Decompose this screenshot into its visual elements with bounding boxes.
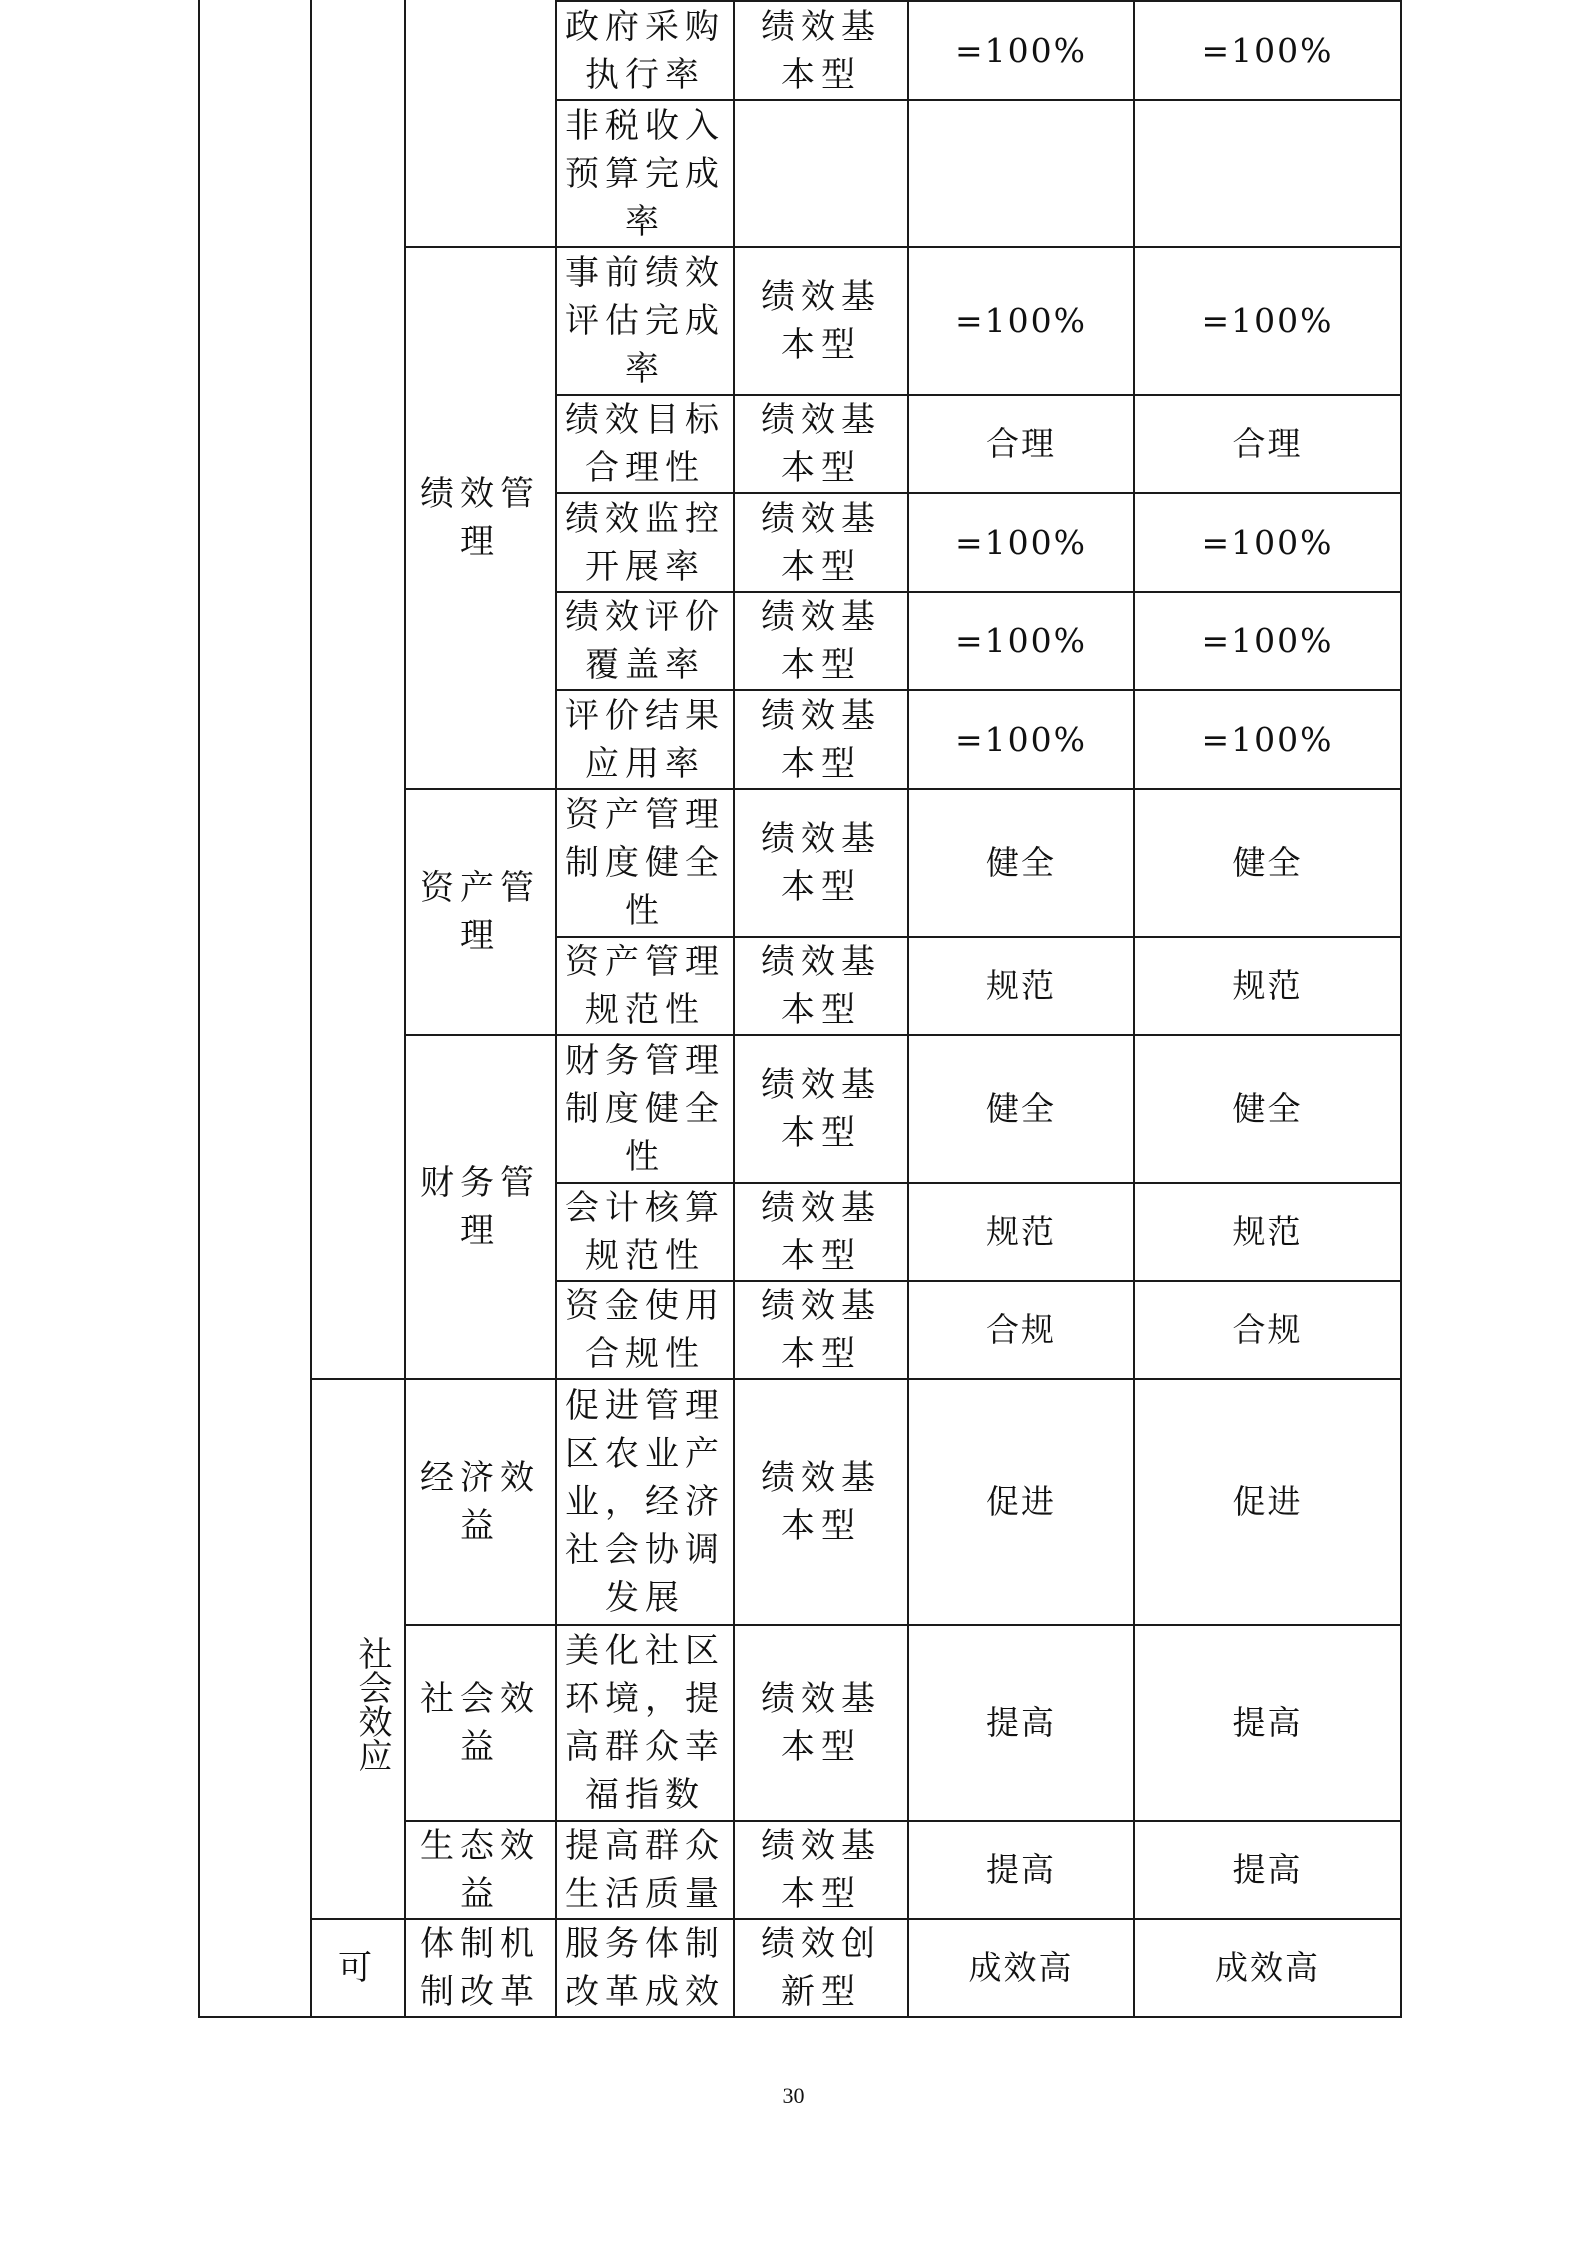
level3-group-label [418,1626,542,1820]
target-value: 健全 [986,1089,1056,1128]
level3-group-text: 社会效益 [420,1679,540,1767]
type-cell [745,1036,897,1182]
type-text: 绩效基本型 [761,6,881,95]
type-cell [745,1626,897,1820]
actual-value: 规范 [1232,1212,1303,1251]
level2-group-text: 可 [338,1948,378,1988]
target-value: 提高 [986,1850,1056,1889]
target-value: =100% [955,30,1087,70]
target-value: =100% [955,301,1087,340]
actual-value: 提高 [1232,1703,1303,1742]
level3-group-label [418,1036,542,1378]
indicator-cell [565,396,725,492]
type-text: 绩效基本型 [761,942,881,1030]
level3-group-text: 绩效管理 [420,474,540,562]
type-text: 绩效基本型 [761,1458,881,1546]
type-text: 绩效基本型 [761,1679,881,1767]
indicator-cell [565,1626,725,1820]
target-value: 规范 [986,1212,1056,1251]
indicator-cell [565,1822,725,1918]
target-value: 成效高 [968,1948,1074,1987]
target-value: 合规 [986,1310,1056,1349]
type-cell [745,1380,897,1624]
indicator-cell [565,101,725,246]
actual-value: 提高 [1232,1850,1303,1889]
type-cell [745,938,897,1034]
rule [1400,0,1402,2018]
indicator-text: 资产管理制度健全性 [565,795,725,931]
rule [733,0,735,2018]
actual-value: 合规 [1232,1310,1303,1349]
page-number: 30 [782,2083,805,2108]
type-text: 绩效基本型 [761,1826,881,1914]
actual-value: =100% [1201,522,1334,562]
rule [198,0,200,2018]
type-cell [745,593,897,689]
indicator-text: 非税收入预算完成率 [565,105,725,242]
level3-group-label [418,1920,542,2016]
level2-group-text: 社会效应 [352,1636,392,1772]
actual-value: 规范 [1232,966,1303,1005]
target-cell [735,2,907,99]
type-text: 绩效创新型 [761,1924,881,2012]
actual-value: 健全 [1232,1089,1303,1128]
indicator-cell [565,593,725,689]
indicator-text: 绩效评价覆盖率 [565,597,725,685]
indicator-text: 美化社区环境，提高群众幸福指数 [565,1631,725,1815]
indicator-cell [565,691,725,788]
indicator-text: 资产管理规范性 [565,942,725,1030]
indicator-text: 政府采购执行率 [565,6,725,95]
type-text: 绩效基本型 [761,1188,881,1276]
indicator-cell [565,494,725,591]
indicator-cell [565,1184,725,1280]
rule [198,2016,1402,2018]
level3-group-text: 生态效益 [420,1826,540,1914]
target-value: 健全 [986,843,1056,882]
actual-value [1135,101,1400,246]
indicator-text: 评价结果应用率 [565,695,725,784]
type-text: 绩效基本型 [761,1065,881,1153]
actual-value: =100% [1201,719,1334,759]
level2-group-label [312,1380,404,1918]
type-cell [745,396,897,492]
indicator-text: 绩效目标合理性 [565,400,725,488]
level3-group-label [418,248,542,788]
type-text: 绩效基本型 [761,277,881,365]
indicator-cell [565,1036,725,1182]
type-cell [745,1282,897,1378]
actual-value: 促进 [1232,1482,1303,1521]
actual-value: =100% [1201,621,1334,660]
target-value: =100% [955,621,1087,660]
level3-group-label [418,1380,542,1624]
level3-group-label [418,1822,542,1918]
target-value: =100% [955,522,1087,562]
indicator-text: 事前绩效评估完成率 [565,253,725,389]
indicator-cell [565,1282,725,1378]
rule [555,0,557,2018]
indicator-text: 绩效监控开展率 [565,498,725,587]
indicator-text: 服务体制改革成效 [565,1924,725,2012]
type-cell [745,1184,897,1280]
target-value: 合理 [986,424,1056,463]
indicator-text: 会计核算规范性 [565,1188,725,1276]
target-value [909,101,1133,246]
target-value: 规范 [986,966,1056,1005]
type-cell [745,494,897,591]
type-cell [745,248,897,394]
type-text: 绩效基本型 [761,1286,881,1374]
indicator-cell [565,248,725,394]
indicator-cell [565,1920,725,2016]
indicator-cell [565,1380,725,1624]
type-text: 绩效基本型 [761,400,881,488]
type-cell [745,691,897,788]
type-text: 绩效基本型 [761,498,881,587]
indicator-cell [565,790,725,936]
actual-value: =100% [1201,30,1334,70]
indicator-cell [565,2,725,99]
target-value: =100% [955,719,1087,759]
type-text: 绩效基本型 [761,819,881,907]
level3-group-text: 财务管理 [420,1163,540,1251]
level3-group-label [418,790,542,1034]
actual-value: 合理 [1232,424,1303,463]
type-cell [745,1920,897,2016]
actual-value: 健全 [1232,843,1303,882]
type-cell [745,790,897,936]
indicator-text: 促进管理区农业产业，经济社会协调发展 [565,1386,725,1618]
indicator-text: 资金使用合规性 [565,1286,725,1374]
rule [404,0,406,2018]
target-value: 促进 [986,1482,1056,1521]
actual-value: =100% [1201,301,1334,340]
actual-value: 成效高 [1215,1948,1320,1987]
indicator-cell [565,938,725,1034]
level3-group-text: 资产管理 [420,868,540,956]
level3-group-text: 经济效益 [420,1458,540,1546]
target-value: 提高 [986,1703,1056,1742]
type-cell [745,101,897,246]
level2-group-label [312,1920,404,2016]
type-text: 绩效基本型 [761,597,881,685]
type-text: 绩效基本型 [761,695,881,784]
type-cell [745,1822,897,1918]
indicator-text: 提高群众生活质量 [565,1826,725,1914]
indicator-text: 财务管理制度健全性 [565,1041,725,1177]
level3-group-text: 体制机制改革 [420,1924,540,2012]
